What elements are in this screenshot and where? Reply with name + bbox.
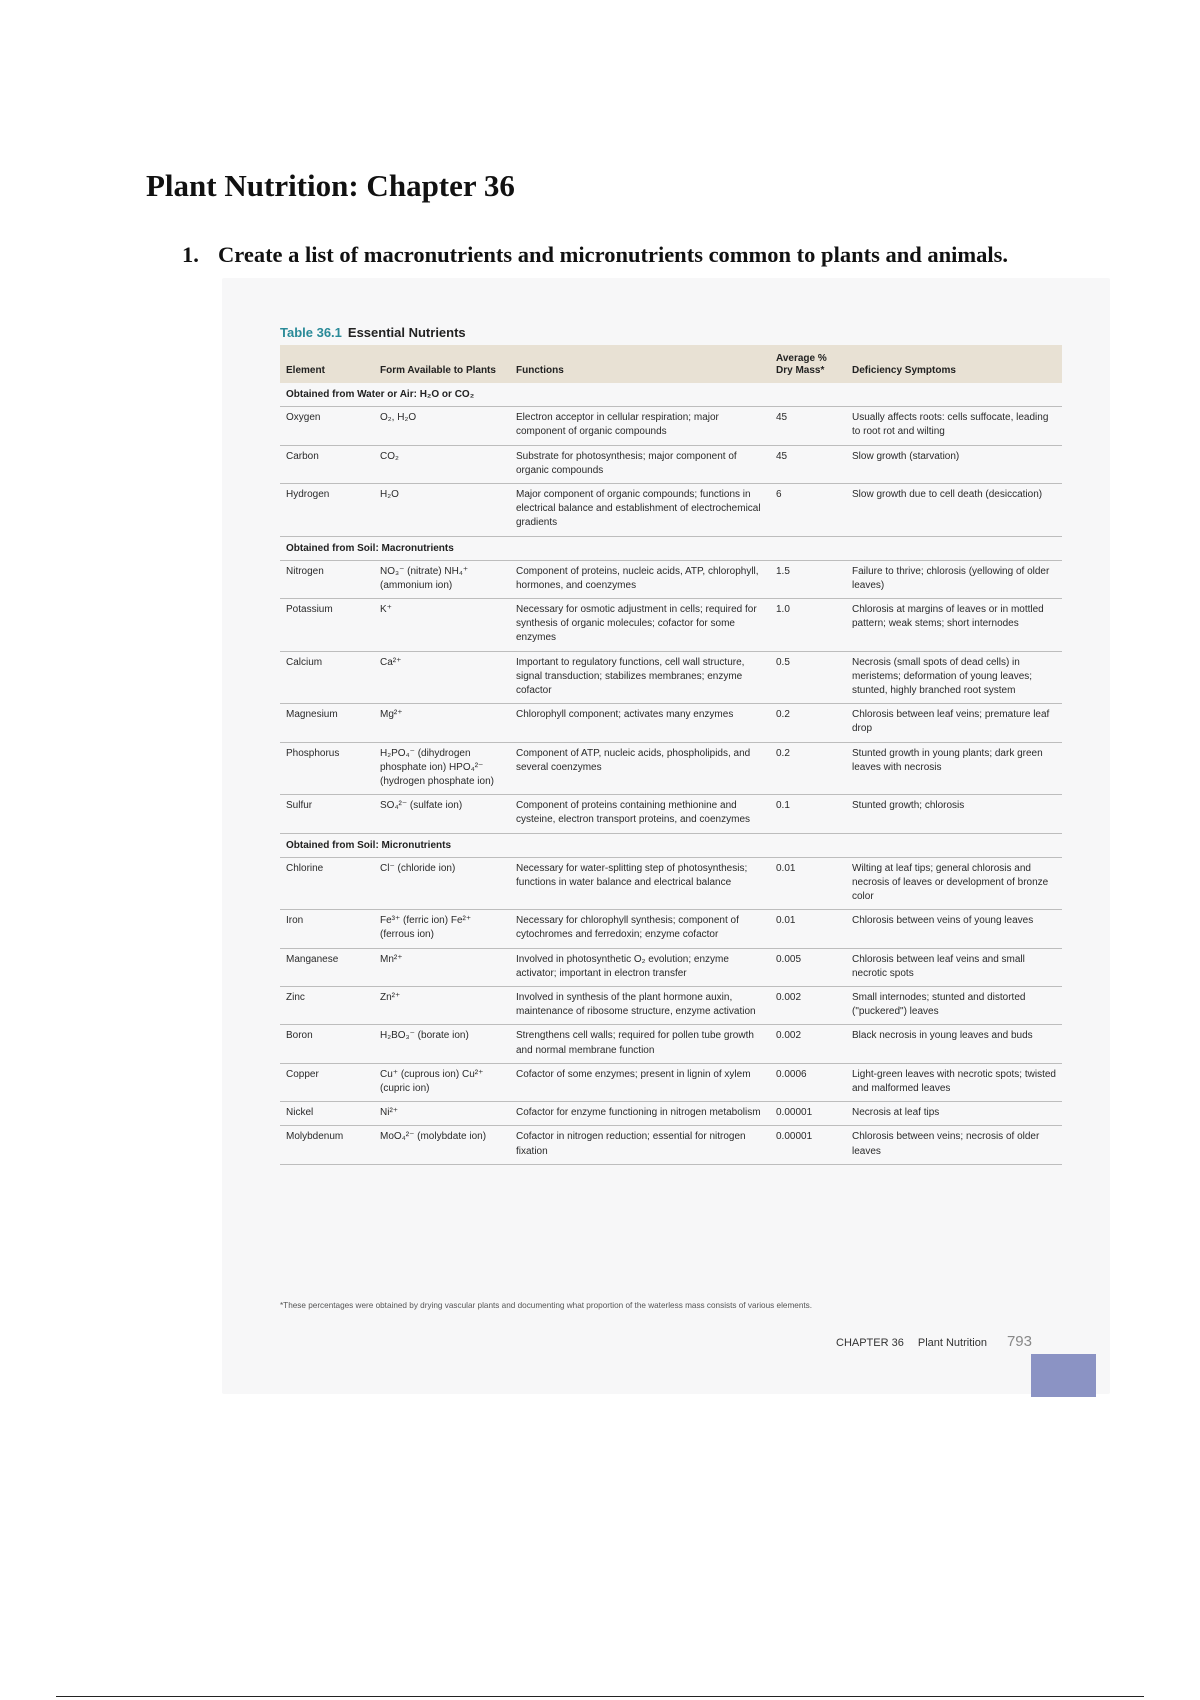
header-element: Element <box>280 345 374 383</box>
cell-functions: Component of proteins containing methionine and cysteine, electron transport proteins, and coenzymes <box>510 795 770 833</box>
section-label: Obtained from Soil: Micronutrients <box>280 833 1062 857</box>
table-row <box>280 1025 1062 1063</box>
cell-form: K⁺ <box>374 599 510 652</box>
cell-element: Zinc <box>280 987 374 1025</box>
cell-symptoms: Slow growth due to cell death (desiccation) <box>846 483 1062 536</box>
table-row <box>280 407 1062 445</box>
section-label: Obtained from Soil: Macronutrients <box>280 536 1062 560</box>
cell-symptoms: Chlorosis between veins; necrosis of older leaves <box>846 1126 1062 1164</box>
footer-chapter-title: Plant Nutrition <box>917 1337 987 1349</box>
header-functions: Functions <box>510 345 770 383</box>
cell-form: Zn²⁺ <box>374 987 510 1025</box>
cell-form: Cu⁺ (cuprous ion) Cu²⁺ (cupric ion) <box>374 1063 510 1101</box>
cell-functions: Component of proteins, nucleic acids, ATP, chlorophyll, hormones, and coenzymes <box>510 560 770 598</box>
cell-element: Magnesium <box>280 704 374 742</box>
cell-functions: Necessary for water-splitting step of photosynthesis; functions in water balance and electrical balance <box>510 857 770 910</box>
cell-mass: 1.0 <box>770 599 846 652</box>
cell-mass: 0.01 <box>770 910 846 948</box>
cell-element: Nitrogen <box>280 560 374 598</box>
cell-symptoms: Necrosis at leaf tips <box>846 1102 1062 1126</box>
table-number: Table 36.1 <box>280 325 342 340</box>
table-row <box>280 1102 1062 1126</box>
cell-functions: Cofactor in nitrogen reduction; essential for nitrogen fixation <box>510 1126 770 1164</box>
cell-element: Oxygen <box>280 407 374 445</box>
header-symptoms: Deficiency Symptoms <box>846 345 1062 383</box>
cell-mass: 0.5 <box>770 651 846 704</box>
cell-symptoms: Necrosis (small spots of dead cells) in meristems; deformation of young leaves; stunted, highly branched root system <box>846 651 1062 704</box>
cell-symptoms: Wilting at leaf tips; general chlorosis and necrosis of leaves or development of bronze color <box>846 857 1062 910</box>
question-number: 1. <box>182 242 199 267</box>
cell-form: CO₂ <box>374 445 510 483</box>
table-row <box>280 795 1062 833</box>
cell-element: Iron <box>280 910 374 948</box>
cell-element: Manganese <box>280 948 374 986</box>
table-row <box>280 857 1062 910</box>
cell-mass: 0.002 <box>770 1025 846 1063</box>
question-text: Create a list of macronutrients and micronutrients common to plants and animals. <box>218 242 1008 267</box>
cell-symptoms: Chlorosis between leaf veins; premature leaf drop <box>846 704 1062 742</box>
cell-element: Nickel <box>280 1102 374 1126</box>
cell-mass: 45 <box>770 445 846 483</box>
cell-symptoms: Stunted growth; chlorosis <box>846 795 1062 833</box>
cell-symptoms: Small internodes; stunted and distorted ("puckered") leaves <box>846 987 1062 1025</box>
cell-form: H₂BO₃⁻ (borate ion) <box>374 1025 510 1063</box>
cell-mass: 0.0006 <box>770 1063 846 1101</box>
page-title: Plant Nutrition: Chapter 36 <box>146 168 515 203</box>
cell-form: Cl⁻ (chloride ion) <box>374 857 510 910</box>
cell-form: O₂, H₂O <box>374 407 510 445</box>
cell-functions: Strengthens cell walls; required for pollen tube growth and normal membrane function <box>510 1025 770 1063</box>
cell-element: Copper <box>280 1063 374 1101</box>
cell-element: Sulfur <box>280 795 374 833</box>
cell-symptoms: Black necrosis in young leaves and buds <box>846 1025 1062 1063</box>
table-caption <box>280 325 466 340</box>
table-row <box>280 987 1062 1025</box>
section-row <box>280 383 1062 407</box>
cell-symptoms: Stunted growth in young plants; dark green leaves with necrosis <box>846 742 1062 795</box>
cell-mass: 0.005 <box>770 948 846 986</box>
cell-mass: 0.2 <box>770 742 846 795</box>
cell-element: Hydrogen <box>280 483 374 536</box>
cell-element: Molybdenum <box>280 1126 374 1164</box>
table-row <box>280 651 1062 704</box>
cell-element: Chlorine <box>280 857 374 910</box>
chapter-tab-marker <box>1031 1354 1096 1397</box>
table-name: Essential Nutrients <box>347 325 466 340</box>
cell-mass: 0.01 <box>770 857 846 910</box>
cell-functions: Electron acceptor in cellular respiration; major component of organic compounds <box>510 407 770 445</box>
cell-element: Carbon <box>280 445 374 483</box>
cell-form: SO₄²⁻ (sulfate ion) <box>374 795 510 833</box>
cell-form: H₂O <box>374 483 510 536</box>
section-row <box>280 536 1062 560</box>
cell-symptoms: Chlorosis at margins of leaves or in mottled pattern; weak stems; short internodes <box>846 599 1062 652</box>
cell-mass: 1.5 <box>770 560 846 598</box>
table-header-row <box>280 345 1062 383</box>
cell-mass: 0.1 <box>770 795 846 833</box>
cell-functions: Cofactor for enzyme functioning in nitrogen metabolism <box>510 1102 770 1126</box>
cell-form: Ca²⁺ <box>374 651 510 704</box>
cell-functions: Involved in synthesis of the plant hormone auxin, maintenance of ribosome structure, enzyme activation <box>510 987 770 1025</box>
cell-symptoms: Slow growth (starvation) <box>846 445 1062 483</box>
cell-symptoms: Failure to thrive; chlorosis (yellowing of older leaves) <box>846 560 1062 598</box>
cell-mass: 6 <box>770 483 846 536</box>
table-row <box>280 1063 1062 1101</box>
cell-element: Boron <box>280 1025 374 1063</box>
cell-form: Mg²⁺ <box>374 704 510 742</box>
cell-symptoms: Chlorosis between leaf veins and small necrotic spots <box>846 948 1062 986</box>
table-row <box>280 560 1062 598</box>
table-row <box>280 445 1062 483</box>
header-form: Form Available to Plants <box>374 345 510 383</box>
footer-chapter: CHAPTER 36 <box>836 1337 904 1349</box>
table-footnote: *These percentages were obtained by drying vascular plants and documenting what proportion of the waterless mass consists of various elements. <box>280 1301 813 1310</box>
cell-mass: 0.002 <box>770 987 846 1025</box>
cell-mass: 45 <box>770 407 846 445</box>
cell-functions: Cofactor of some enzymes; present in lignin of xylem <box>510 1063 770 1101</box>
cell-functions: Important to regulatory functions, cell wall structure, signal transduction; stabilizes membranes; enzyme cofactor <box>510 651 770 704</box>
cell-functions: Chlorophyll component; activates many enzymes <box>510 704 770 742</box>
cell-functions: Necessary for osmotic adjustment in cells; required for synthesis of organic molecules; cofactor for some enzymes <box>510 599 770 652</box>
table-row <box>280 948 1062 986</box>
cell-functions: Necessary for chlorophyll synthesis; component of cytochromes and ferredoxin; enzyme cofactor <box>510 910 770 948</box>
cell-mass: 0.00001 <box>770 1102 846 1126</box>
footer-page-number: 793 <box>1006 1333 1032 1350</box>
table-row <box>280 599 1062 652</box>
essential-nutrients-table <box>280 345 1062 1165</box>
table-row <box>280 704 1062 742</box>
cell-element: Calcium <box>280 651 374 704</box>
cell-functions: Major component of organic compounds; functions in electrical balance and establishment of electrochemical gradients <box>510 483 770 536</box>
table-row <box>280 910 1062 948</box>
table-row <box>280 483 1062 536</box>
cell-mass: 0.00001 <box>770 1126 846 1164</box>
table-row <box>280 1126 1062 1164</box>
table-body <box>280 383 1062 1164</box>
cell-symptoms: Light-green leaves with necrotic spots; twisted and malformed leaves <box>846 1063 1062 1101</box>
cell-form: Fe³⁺ (ferric ion) Fe²⁺ (ferrous ion) <box>374 910 510 948</box>
cell-symptoms: Chlorosis between veins of young leaves <box>846 910 1062 948</box>
cell-form: MoO₄²⁻ (molybdate ion) <box>374 1126 510 1164</box>
cell-functions: Component of ATP, nucleic acids, phospholipids, and several coenzymes <box>510 742 770 795</box>
cell-functions: Involved in photosynthetic O₂ evolution; enzyme activator; important in electron transfer <box>510 948 770 986</box>
cell-form: NO₃⁻ (nitrate) NH₄⁺ (ammonium ion) <box>374 560 510 598</box>
cell-functions: Substrate for photosynthesis; major component of organic compounds <box>510 445 770 483</box>
header-mass: Average % Dry Mass* <box>770 345 846 383</box>
section-row <box>280 833 1062 857</box>
cell-form: Ni²⁺ <box>374 1102 510 1126</box>
cell-form: Mn²⁺ <box>374 948 510 986</box>
question-1 <box>182 242 1008 268</box>
table-row <box>280 742 1062 795</box>
bottom-divider <box>56 1696 1144 1697</box>
page-footer <box>836 1333 1032 1350</box>
cell-mass: 0.2 <box>770 704 846 742</box>
cell-form: H₂PO₄⁻ (dihydrogen phosphate ion) HPO₄²⁻ (hydrogen phosphate ion) <box>374 742 510 795</box>
cell-element: Phosphorus <box>280 742 374 795</box>
cell-element: Potassium <box>280 599 374 652</box>
cell-symptoms: Usually affects roots: cells suffocate, leading to root rot and wilting <box>846 407 1062 445</box>
section-label: Obtained from Water or Air: H₂O or CO₂ <box>280 383 1062 407</box>
